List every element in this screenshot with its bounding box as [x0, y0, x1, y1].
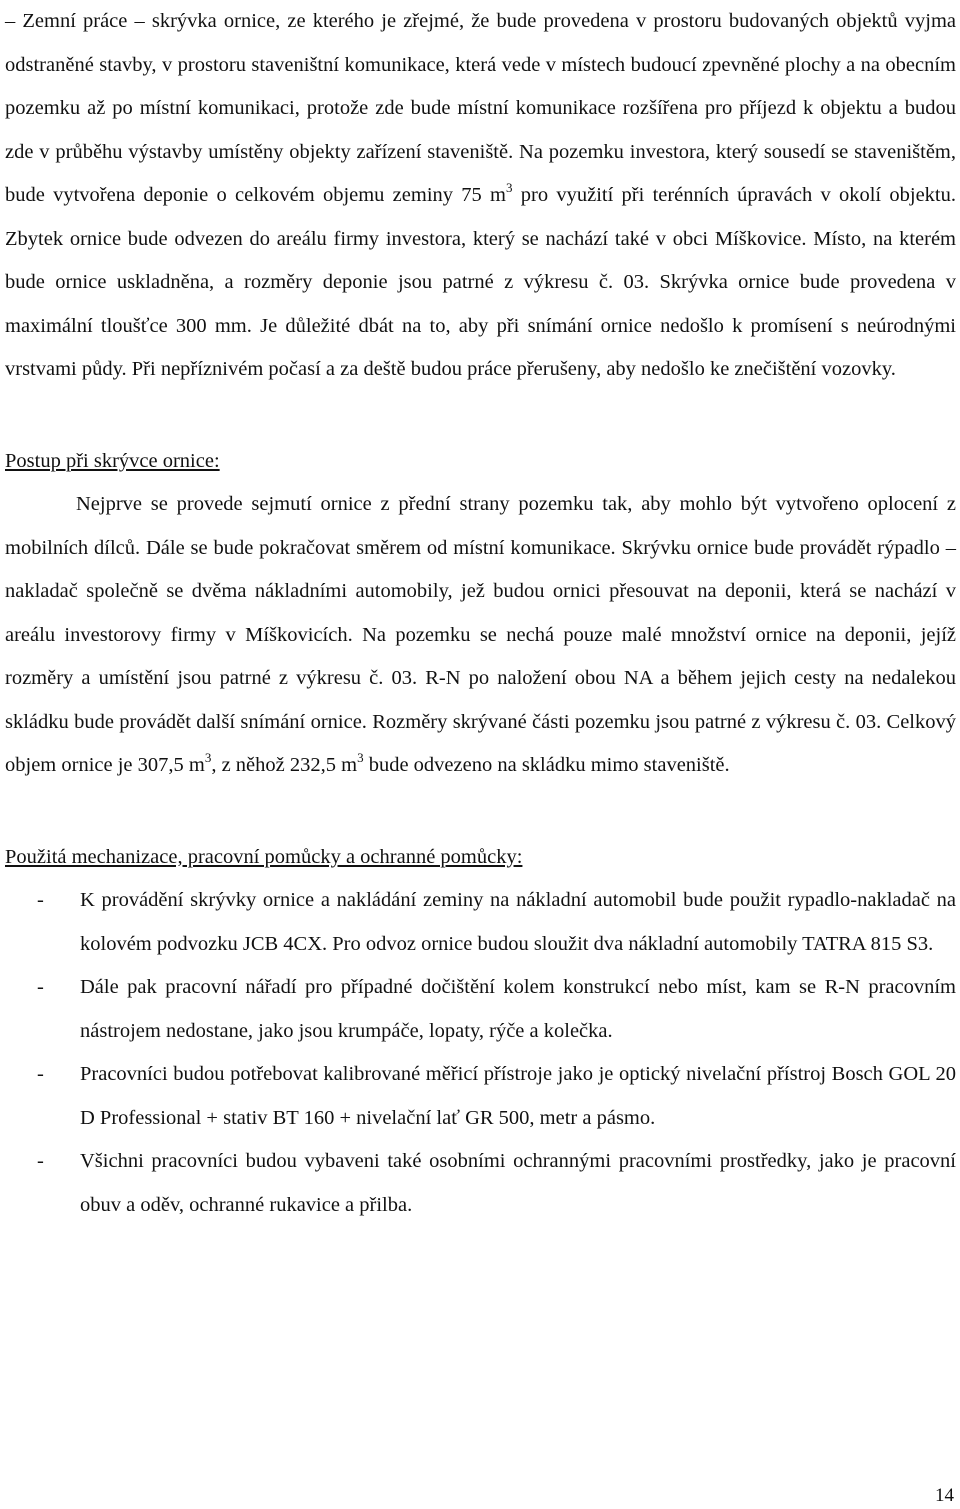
list-item-text: K provádění skrývky ornice a nakládání zeminy na nákladní automobil bude použit rypadlo-nakladač na kolovém podvozku JCB 4CX. Pro odvoz ornice budou sloužit dva nákladní automobily TATRA 815 S3.: [80, 889, 956, 955]
equipment-heading: Použitá mechanizace, pracovní pomůcky a ochranné pomůcky:: [5, 845, 523, 868]
intro-paragraph: [5, 0, 956, 392]
list-item-text: Dále pak pracovní nářadí pro případné dočištění kolem konstrukcí nebo míst, kam se R-N pracovním nástrojem nedostane, jako jsou krumpáče, lopaty, rýče a kolečka.: [80, 976, 956, 1042]
list-dash: -: [37, 889, 44, 911]
list-dash: -: [37, 976, 44, 998]
list-dash: -: [37, 1063, 44, 1085]
list-item-text: Pracovníci budou potřebovat kalibrované měřicí přístroje jako je optický nivelační přístroj Bosch GOL 20 D Professional + stativ BT 160 + nivelační lať GR 500, metr a pásmo.: [80, 1063, 956, 1129]
intro-text-part2: pro využití při terénních úpravách v okolí objektu. Zbytek ornice bude odvezen do areálu firmy investora, který se nachází také v obci Míškovice. Místo, na kterém bude ornice uskladněna, a rozměry deponie jsou patrné z výkresu č. 03. Skrývka ornice bude provedena v maximální tloušťce 300 mm. Je důležité dbát na to, aby při snímání ornice nedošlo k promísení s neúrodnými vrstvami půdy. Při nepříznivém počasí a za deště budou práce přerušeny, aby nedošlo ke znečištění vozovky.: [5, 184, 956, 380]
list-dash: -: [37, 1150, 44, 1172]
cubic-superscript: 3: [357, 750, 364, 765]
intro-text-part1: Zemní práce – skrývka ornice, ze kterého je zřejmé, že bude provedena v prostoru budovaných objektů vyjma odstraněné stavby, v prostoru staveništní komunikace, která vede v místech budoucí zpevněné plochy a na obecním pozemku až po místní komunikaci, protože zde bude místní komunikace rozšířena pro příjezd k objektu a budou zde v průběhu výstavby umístěny objekty zařízení staveniště. Na pozemku investora, který sousedí se staveništěm, bude vytvořena deponie o celkovém objemu zeminy 75 m: [5, 10, 956, 206]
topsoil-procedure-heading: Postup při skrývce ornice:: [5, 449, 220, 472]
document-page: [5, 0, 956, 1227]
procedure-text-part3: bude odvezeno na skládku mimo staveniště.: [363, 754, 730, 776]
procedure-text-part2: , z něhož 232,5 m: [211, 754, 358, 776]
list-item-text: Všichni pracovníci budou vybaveni také osobními ochrannými pracovními prostředky, jako je pracovní obuv a oděv, ochranné rukavice a přilba.: [80, 1150, 956, 1216]
list-item: [5, 879, 956, 966]
equipment-list: [5, 879, 956, 1227]
procedure-text-part1: Nejprve se provede sejmutí ornice z přední strany pozemku tak, aby mohlo být vytvořeno oplocení z mobilních dílců. Dále se bude pokračovat směrem od místní komunikace. Skrývku ornice bude provádět rýpadlo – nakladač společně se dvěma nákladními automobily, jež budou ornici přesouvat na deponii, která se nachází v areálu investorovy firmy v Míškovicích. Na pozemku se nechá pouze malé množství ornice na deponii, jejíž rozměry a umístění jsou patrné z výkresu č. 03. R-N po naložení obou NA a během jejich cesty na nedalekou skládku bude provádět další snímání ornice. Rozměry skrývané části pozemku jsou patrné z výkresu č. 03. Celkový objem ornice je 307,5 m: [5, 493, 956, 776]
page-number: 14: [935, 1485, 954, 1506]
intro-dash: –: [5, 10, 16, 32]
list-item: [5, 1140, 956, 1227]
list-item: [5, 966, 956, 1053]
cubic-superscript: 3: [506, 180, 513, 195]
topsoil-procedure-paragraph: [5, 483, 956, 788]
list-item: [5, 1053, 956, 1140]
cubic-superscript: 3: [204, 750, 212, 765]
